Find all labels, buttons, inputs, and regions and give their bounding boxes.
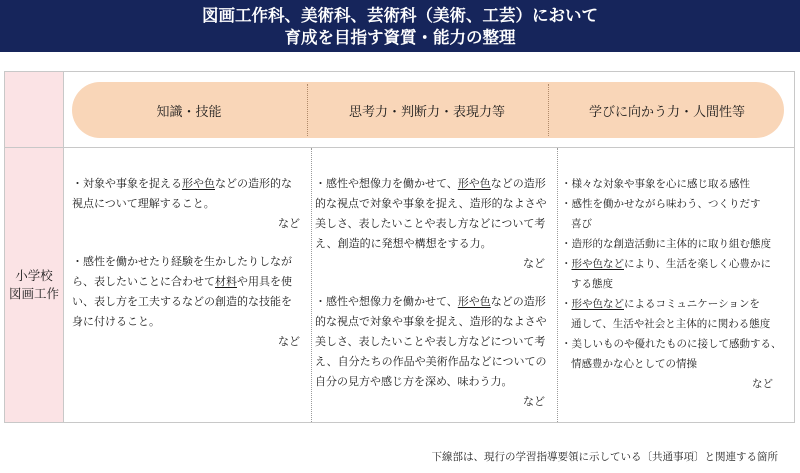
- title-line-2: 育成を目指す資質・能力の整理: [284, 28, 516, 47]
- column-knowledge-skills: [72, 148, 310, 422]
- list-item: ・美しいものや優れたものに接して感動する、: [561, 338, 782, 350]
- title-banner: [0, 0, 800, 52]
- nado-label: など: [278, 217, 300, 230]
- header-pill: [72, 82, 784, 138]
- title-line-1: 図画工作科、美術科、芸術科（美術、工芸）において: [202, 6, 598, 25]
- list-item: 的な視点で対象や事象を捉え、造形的なよさや: [315, 197, 547, 210]
- list-item: ・対象や事象を捉える形や色などの造形的な: [72, 177, 292, 190]
- row-label-subject: 図画工作: [8, 286, 59, 301]
- nado-label: など: [752, 378, 773, 390]
- header-motivation-humanity: 学びに向かう力・人間性等: [588, 104, 745, 120]
- list-item: ・感性や想像力を働かせて、形や色などの造形: [315, 295, 546, 308]
- list-item: ・様々な対象や事象を心に感じ取る感性: [561, 178, 750, 190]
- column-thinking-judgment: [315, 148, 555, 422]
- list-item: する態度: [571, 278, 613, 290]
- list-item: 通して、生活や社会と主体的に関わる態度: [571, 318, 771, 330]
- list-item: ・感性を働かせたり経験を生かしたりしなが: [72, 255, 292, 268]
- list-item: ・感性を働かせながら味わう、つくりだす: [561, 198, 761, 210]
- header-knowledge-skills: 知識・技能: [156, 104, 222, 120]
- header-divider: [548, 84, 549, 136]
- nado-label: など: [523, 257, 545, 270]
- footnote: 下線部は、現行の学習指導要領に示している〔共通事項〕と関連する箇所: [431, 451, 778, 463]
- list-item: ・形や色などによるコミュニケーションを: [561, 298, 760, 310]
- column-divider: [557, 148, 558, 422]
- list-item: ・感性や想像力を働かせて、形や色などの造形: [315, 177, 546, 190]
- list-item: 視点について理解すること。: [72, 197, 215, 210]
- corner-cell: [5, 72, 64, 148]
- list-item: ・形や色などにより、生活を楽しく心豊かに: [561, 258, 771, 270]
- list-item: 美しさ、表したいことや表し方などについて考: [315, 335, 546, 348]
- list-item: ・造形的な創造活動に主体的に取り組む態度: [561, 238, 771, 250]
- list-item: 喜び: [571, 218, 592, 230]
- list-item: え、創造的に発想や構想をする力。: [315, 237, 492, 250]
- list-item: 自分の見方や感じ方を深め、味わう力。: [315, 375, 513, 388]
- list-item: 身に付けること。: [72, 315, 160, 328]
- row-label-school: 小学校: [15, 268, 53, 283]
- header-row: [64, 72, 794, 148]
- column-motivation-humanity: [561, 148, 793, 422]
- nado-label: など: [278, 335, 300, 348]
- list-item: 情感豊かな心としての情操: [571, 358, 697, 370]
- list-item: え、自分たちの作品や美術作品などについての: [315, 355, 547, 368]
- column-divider: [311, 148, 312, 422]
- header-thinking-judgment: 思考力・判断力・表現力等: [348, 104, 505, 120]
- list-item: い、表し方を工夫するなどの創造的な技能を: [72, 295, 292, 308]
- nado-label: など: [523, 395, 545, 408]
- competency-table: [4, 71, 795, 423]
- list-item: 的な視点で対象や事象を捉え、造形的なよさや: [315, 315, 547, 328]
- list-item: ら、表したいことに合わせて材料や用具を使: [72, 275, 292, 288]
- row-label-cell: [5, 148, 64, 422]
- list-item: 美しさ、表したいことや表し方などについて考: [315, 217, 546, 230]
